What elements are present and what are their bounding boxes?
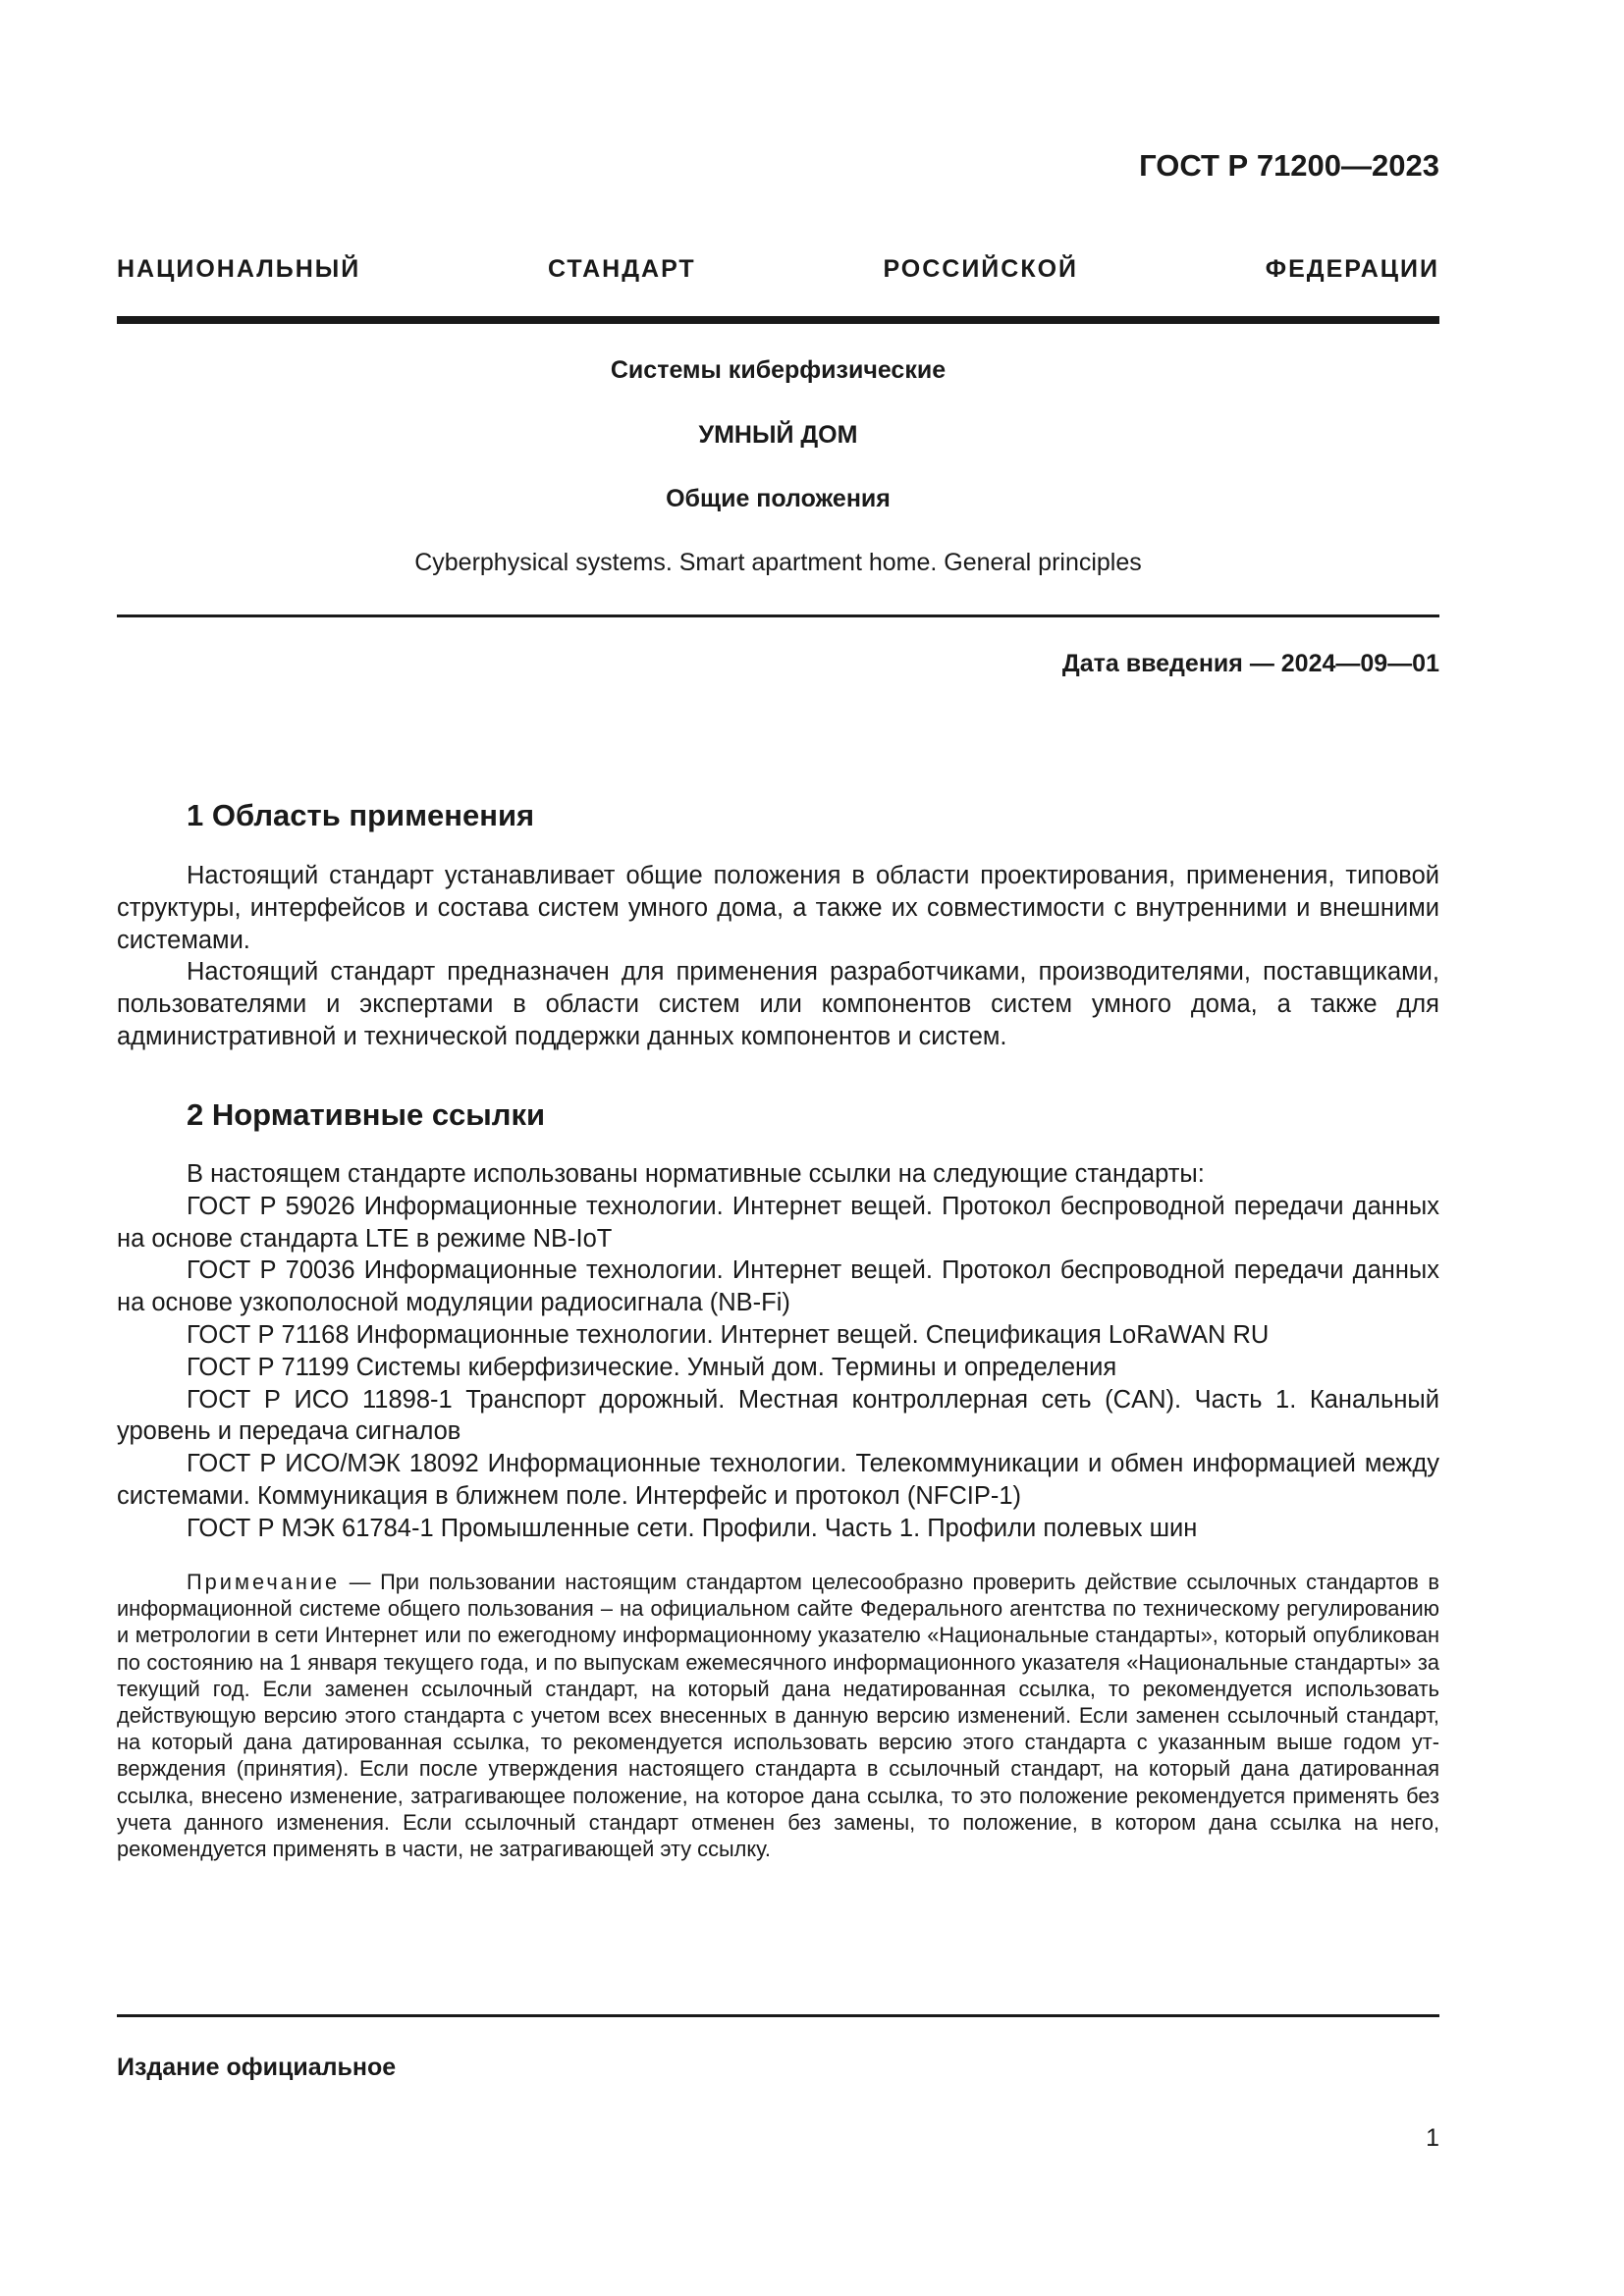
references-intro: В настоящем стандарте использованы нормативные ссылки на следующие стандарты: [187, 1160, 1205, 1188]
section1-body [117, 860, 1439, 1053]
reference-item: ГОСТ Р ИСО 11898-1 Транспорт дорожный. Местная контроллерная сеть (CAN). Часть 1. Канальный уровень и передача сигналов [117, 1385, 1439, 1446]
title-english: Cyberphysical systems. Smart apartment home. General principles [414, 549, 1142, 576]
reference-item: ГОСТ Р 71199 Системы киберфизические. Умный дом. Термины и определения [187, 1353, 1117, 1381]
note-block [117, 1569, 1439, 1862]
reference-item: ГОСТ Р МЭК 61784-1 Промышленные сети. Профили. Часть 1. Профили полевых шин [187, 1514, 1198, 1542]
title-line1: Системы киберфизические [610, 356, 947, 384]
reference-item: ГОСТ Р 59026 Информационные технологии. Интернет вещей. Протокол беспроводной передачи данных на основе стандарта LTE в режиме NB-IoT [117, 1192, 1439, 1253]
edition-label: Издание официальное [117, 2054, 397, 2081]
section1-heading: 1 Область применения [187, 798, 535, 832]
page-number: 1 [1426, 2124, 1439, 2152]
reference-item: ГОСТ Р 70036 Информационные технологии. Интернет вещей. Протокол беспроводной передачи данных на основе узкополосной модуляции радиосигнала (NB-Fi) [117, 1256, 1439, 1317]
reference-item: ГОСТ Р 71168 Информационные технологии. Интернет вещей. Спецификация LoRaWAN RU [187, 1320, 1270, 1349]
document-code: ГОСТ Р 71200—2023 [1139, 148, 1439, 183]
section1-paragraph: Настоящий стандарт устанавливает общие положения в области проектирования, применения, типовой структуры, интерфейсов и состава систем умного дома, а также их совместимости с внутренними и внешними системами. [117, 862, 1439, 954]
title-line3: Общие положения [666, 485, 891, 512]
note-paragraph [117, 1569, 1439, 1862]
section2-heading: 2 Нормативные ссылки [187, 1097, 546, 1132]
section1-paragraph: Настоящий стандарт предназначен для применения разработчиками, производителями, поставщиками, пользователями и экспертами в области систем или компонентов систем умного дома, а также для административной и технической поддержки данных компонентов и систем. [117, 958, 1439, 1050]
intro-date: Дата введения — 2024—09—01 [1061, 650, 1439, 677]
references-list [117, 1158, 1439, 1545]
title-line2: УМНЫЙ ДОМ [698, 421, 858, 449]
note-label: Примечание [187, 1570, 341, 1594]
standard-type: НАЦИОНАЛЬНЫЙ СТАНДАРТ РОССИЙСКОЙ ФЕДЕРАЦИИ [117, 255, 1439, 283]
reference-item: ГОСТ Р ИСО/МЭК 18092 Информационные технологии. Телекоммуникации и обмен информацией между системами. Коммуникация в ближнем поле. Интерфейс и протокол (NFCIP-1) [117, 1450, 1439, 1510]
header-rule [117, 316, 1439, 324]
footer-rule [117, 2014, 1439, 2017]
title-rule [117, 614, 1439, 617]
note-text: — При пользовании настоящим стандартом целесообразно проверить действие ссылочных стандартов в информационной системе общего пользования – на официальном сайте Федерального агентства по техническому регулированию и метрологии в сети Интернет или по ежегодному информационному указателю «Национальные стандарты», который опубликован по состоянию на 1 января текущего года, и по выпускам ежемесячного информационного указателя «Национальные стандарты» за текущий год. Если заменен ссылочный стандарт, на который дана недатированная ссылка, то рекомендуется использовать действующую версию этого стандарта с учетом всех внесенных в данную версию изменений. Если заменен ссылочный стандарт, на который дана датированная ссылка, то рекомендуется использовать версию этого стандарта с указанным выше годом утверждения (принятия). Если после утверждения настоящего стандарта в ссылочный стандарт, на который дана датированная ссылка, внесено изменение, затрагивающее положение, на которое дана ссылка, то это положение рекомендуется применять без учета данного изменения. Если ссылочный стандарт отменен без замены, то положение, в котором дана ссылка на него, рекомендуется применять в части, не затрагивающей эту ссылку. [117, 1570, 1439, 1862]
